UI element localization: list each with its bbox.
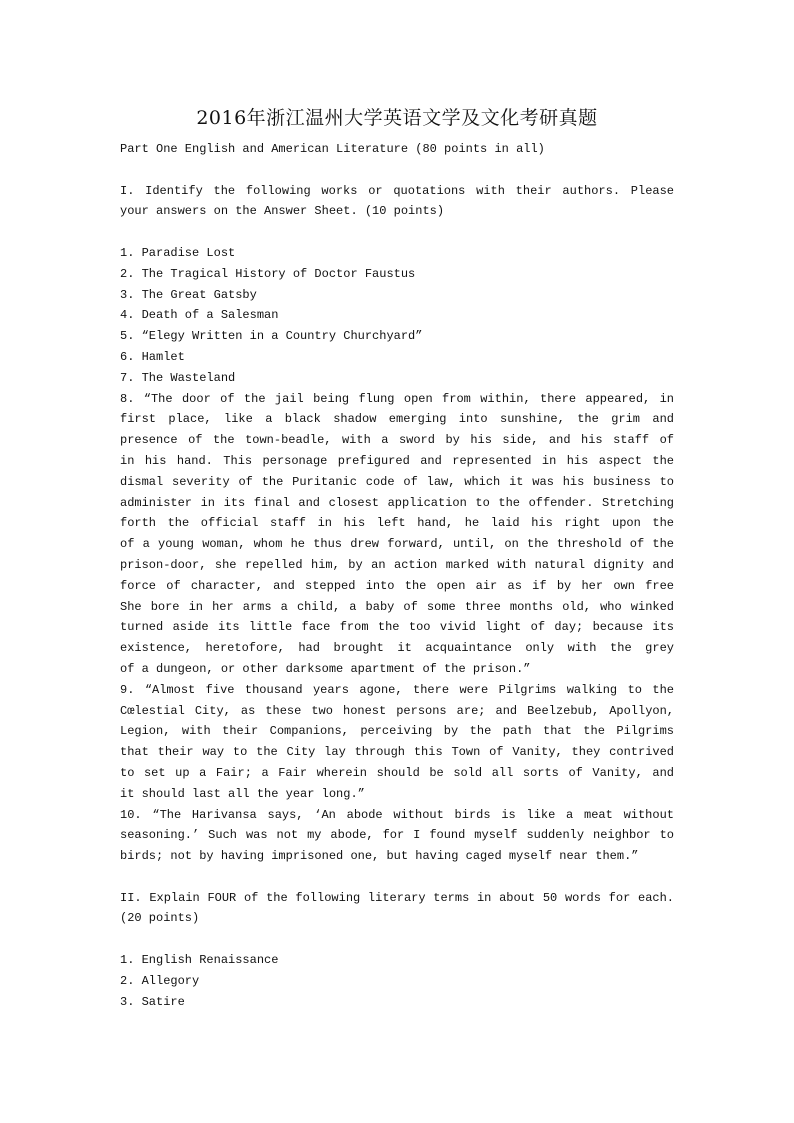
quote-line: prison-door, she repelled him, by an action marked with natural dignity and — [120, 557, 674, 572]
page-title: 2016年浙江温州大学英语文学及文化考研真题 — [196, 107, 598, 129]
list-item: 6. Hamlet — [120, 349, 185, 364]
blank-line — [120, 867, 674, 888]
list-item: 7. The Wasteland — [120, 370, 236, 385]
quote-line: She bore in her arms a child, a baby of some three months old, who winked — [120, 599, 674, 614]
quote-line: to set up a Fair; a Fair wherein should be sold all sorts of Vanity, and — [120, 765, 674, 780]
list-item: 5. “Elegy Written in a Country Churchyard” — [120, 329, 423, 344]
section2-instruction: (20 points) — [120, 911, 200, 926]
quote-line: birds; not by having imprisoned one, but having caged myself near them.” — [120, 849, 639, 864]
section1-instruction: I. Identify the following works or quotations with their authors. Please — [120, 183, 674, 198]
quote-line: forth the official staff in his left hand, he laid his right upon the — [120, 516, 674, 531]
quote-line: turned aside its little face from the too vivid light of day; because its — [120, 620, 674, 635]
list-item: 2. Allegory — [120, 973, 200, 988]
blank-line — [120, 160, 674, 181]
quote-line: 9. “Almost five thousand years agone, there were Pilgrims walking to the — [120, 682, 674, 697]
quote-line: 10. “The Harivansa says, ‘An abode without birds is like a meat without — [120, 807, 674, 822]
list-item: 3. The Great Gatsby — [120, 287, 257, 302]
quote-line: dismal severity of the Puritanic code of law, which it was his business to — [120, 474, 674, 489]
quote-line: seasoning.’ Such was not my abode, for I found myself suddenly neighbor to — [120, 828, 674, 843]
quote-line: that their way to the City lay through this Town of Vanity, they contrived — [120, 745, 674, 760]
list-item: 4. Death of a Salesman — [120, 308, 279, 323]
quote-line: Legion, with their Companions, perceiving by the path that the Pilgrims — [120, 724, 674, 739]
document-body — [120, 139, 674, 1012]
quote-line: of a young woman, whom he thus drew forward, until, on the threshold of the — [120, 537, 674, 552]
quote-line: in his hand. This personage prefigured and represented in his aspect the — [120, 453, 674, 468]
part-heading: Part One English and American Literature (80 points in all) — [120, 142, 545, 156]
quote-line: presence of the town-beadle, with a sword by his side, and his staff of — [120, 433, 674, 448]
quote-line: force of character, and stepped into the open air as if by her own free — [120, 578, 674, 593]
quote-line: administer in its final and closest application to the offender. Stretching — [120, 495, 674, 510]
quote-line: it should last all the year long.” — [120, 786, 365, 801]
blank-line — [120, 222, 674, 243]
quote-line: of a dungeon, or other darksome apartment of the prison.” — [120, 661, 531, 676]
quote-line: Cœlestial City, as these two honest persons are; and Beelzebub, Apollyon, — [120, 703, 674, 718]
quote-line: existence, heretofore, had brought it acquaintance only with the grey — [120, 641, 674, 656]
quote-line: first place, like a black shadow emerging into sunshine, the grim and — [120, 412, 674, 427]
quote-line: 8. “The door of the jail being flung open from within, there appeared, in — [120, 391, 674, 406]
list-item: 2. The Tragical History of Doctor Faustus — [120, 266, 416, 281]
list-item: 1. Paradise Lost — [120, 245, 236, 260]
list-item: 3. Satire — [120, 994, 185, 1009]
list-item: 1. English Renaissance — [120, 953, 279, 968]
blank-line — [120, 929, 674, 950]
section1-instruction: your answers on the Answer Sheet. (10 points) — [120, 204, 445, 219]
section2-instruction: II. Explain FOUR of the following literary terms in about 50 words for each. — [120, 890, 674, 905]
